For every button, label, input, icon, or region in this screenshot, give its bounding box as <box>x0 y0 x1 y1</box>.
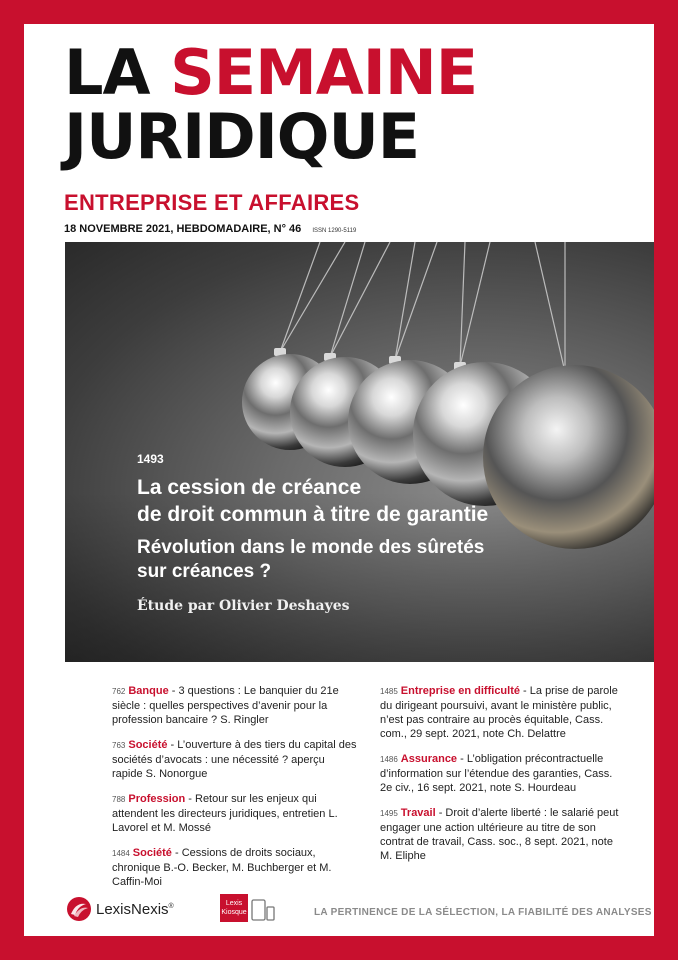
kiosque-line-1: Lexis <box>225 900 243 907</box>
footer-tagline: LA PERTINENCE DE LA SÉLECTION, LA FIABILITÉ DES ANALYSES <box>314 907 652 918</box>
toc-item-text: - Retour sur les enjeux qui attendent les directeurs juridiques, entretien L. Lavorel et M. Mossé <box>112 793 338 834</box>
toc-item[interactable] <box>112 846 357 889</box>
publisher-name <box>96 901 174 918</box>
feature-hero <box>65 242 654 662</box>
feature-subheadline-line-2: sur créances ? <box>137 561 272 582</box>
cover-page <box>24 24 654 936</box>
feature-byline: Étude par Olivier Deshayes <box>137 598 350 614</box>
toc-item-text: - 3 questions : Le banquier du 21e siècle : quelles perspectives d’avenir pour la profession bancaire ? S. Ringler <box>112 685 339 726</box>
toc-item-number: 1495 <box>380 809 398 818</box>
toc-item-category: Profession <box>128 793 186 805</box>
toc-item[interactable] <box>112 684 357 727</box>
masthead-la: LA <box>64 36 150 109</box>
lexisnexis-emblem-icon <box>66 896 92 922</box>
toc-item-number: 1484 <box>112 849 130 858</box>
edition-subtitle: ENTREPRISE ET AFFAIRES <box>64 190 360 215</box>
toc-item[interactable] <box>112 738 357 781</box>
toc-item-number: 1485 <box>380 687 398 696</box>
feature-headline-line-2: de droit commun à titre de garantie <box>137 503 489 526</box>
toc-item-number: 762 <box>112 687 126 696</box>
toc-item-category: Société <box>132 847 172 859</box>
toc-item-text: - La prise de parole du dirigeant poursuivi, avant le ministère public, n’est pas contraire au procès équitable, Cass. com., 29 sept. 2021, note Ch. Delattre <box>380 685 618 740</box>
toc-item-text: - Cessions de droits sociaux, chronique B.-O. Becker, M. Buchberger et M. Caffin-Moi <box>112 847 332 888</box>
toc-item-category: Travail <box>400 807 436 819</box>
table-of-contents-left <box>112 684 357 900</box>
toc-item-text: - L’obligation précontractuelle d’information sur l’étendue des garanties, Cass. 2e civ., 16 sept. 2021, note S. Hourdeau <box>380 753 613 794</box>
toc-item-number: 1486 <box>380 755 398 764</box>
toc-item-category: Entreprise en difficulté <box>400 685 520 697</box>
toc-item[interactable] <box>380 806 626 863</box>
toc-item[interactable] <box>380 752 626 795</box>
kiosque-badge <box>220 894 248 922</box>
toc-item-text: - L’ouverture à des tiers du capital des sociétés d’avocats : une nécessité ? aperçu rapide S. Nonorgue <box>112 739 357 780</box>
feature-headline <box>137 474 488 528</box>
table-of-contents-right <box>380 684 626 874</box>
lexisnexis-logo[interactable] <box>66 896 174 922</box>
toc-item-number: 788 <box>112 795 126 804</box>
kiosque-line-2: Kiosque <box>221 909 247 916</box>
toc-item[interactable] <box>380 684 626 741</box>
masthead-semaine: SEMAINE <box>170 36 478 109</box>
issn: ISSN 1290-5119 <box>312 228 357 234</box>
toc-item[interactable] <box>112 792 357 835</box>
feature-article-number: 1493 <box>137 452 164 466</box>
toc-item-category: Assurance <box>400 753 458 765</box>
publisher-name-text: LexisNexis <box>96 900 169 918</box>
toc-item-category: Banque <box>128 685 169 697</box>
tablet-phone-icon <box>251 898 275 922</box>
masthead-juridique: JURIDIQUE <box>64 100 420 173</box>
lexis-kiosque[interactable] <box>220 894 275 922</box>
masthead-line-1 <box>64 36 478 109</box>
issue-date: 18 NOVEMBRE 2021, HEBDOMADAIRE, N° 46 <box>64 223 302 235</box>
issue-line <box>64 223 356 235</box>
feature-headline-line-1: La cession de créance <box>137 476 362 499</box>
toc-item-number: 763 <box>112 741 126 750</box>
feature-subheadline <box>137 536 488 584</box>
toc-item-text: - Droit d’alerte liberté : le salarié peut engager une action ultérieure au titre de son contrat de travail, Cass. soc., 8 sept. 2021, note M. Eliphe <box>380 807 619 862</box>
toc-item-category: Société <box>128 739 168 751</box>
masthead <box>64 36 478 173</box>
feature-text-block <box>137 452 488 614</box>
trademark: ® <box>168 902 174 910</box>
feature-subheadline-line-1: Révolution dans le monde des sûretés <box>137 537 485 558</box>
